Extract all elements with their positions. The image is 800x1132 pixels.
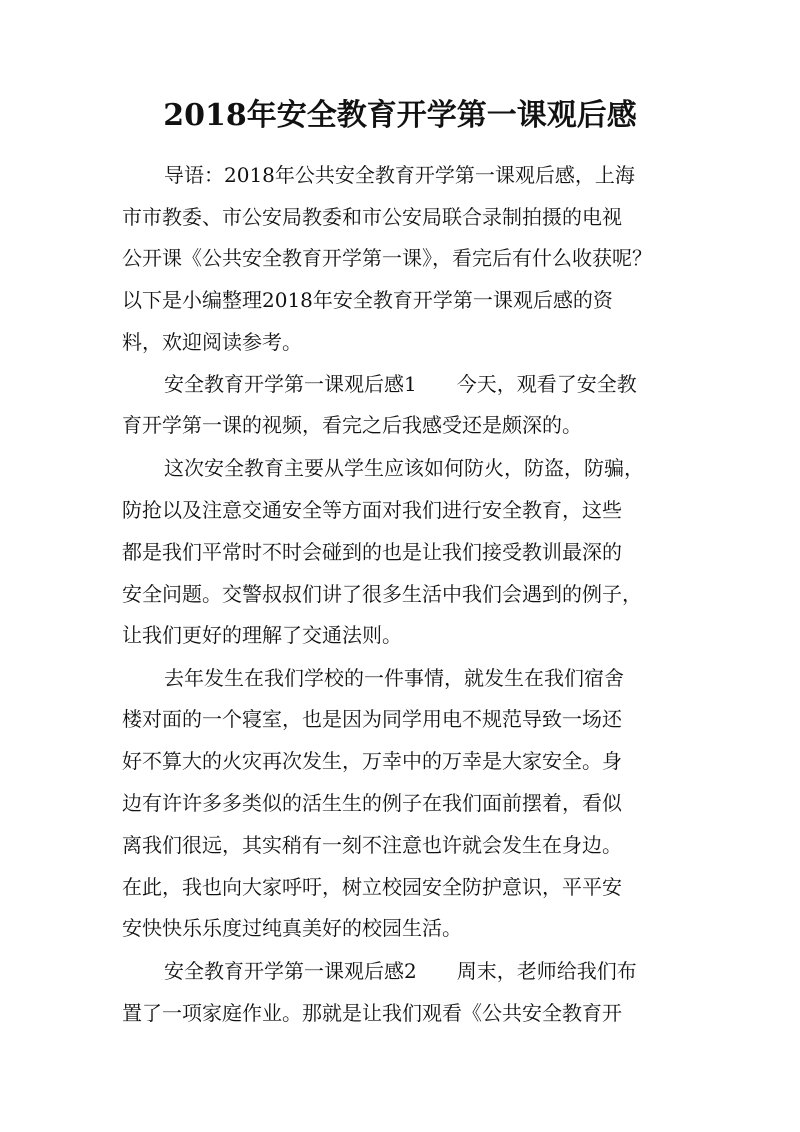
text-line: 离我们很远，其实稍有一刻不注意也许就会发生在身边。 xyxy=(122,833,622,857)
text-line: 安全教育开学第一课观后感2 周末，老师给我们布 xyxy=(164,959,637,983)
text-line: 以下是小编整理2018年安全教育开学第一课观后感的资 xyxy=(122,288,613,312)
text-line: 安快快乐乐度过纯真美好的校园生活。 xyxy=(122,916,462,940)
text-line: 安全教育开学第一课观后感1 今天，观看了安全教 xyxy=(164,372,637,396)
document-title: 2018年安全教育开学第一课观后感 xyxy=(163,98,637,133)
text-line: 都是我们平常时不时会碰到的也是让我们接受教训最深的 xyxy=(122,540,622,564)
text-line: 楼对面的一个寝室，也是因为同学用电不规范导致一场还 xyxy=(122,707,622,731)
text-line: 育开学第一课的视频，看完之后我感受还是颇深的。 xyxy=(122,413,582,437)
text-line: 去年发生在我们学校的一件事情，就发生在我们宿舍 xyxy=(164,666,624,690)
text-line: 这次安全教育主要从学生应该如何防火，防盗，防骗， xyxy=(164,456,644,480)
text-line: 让我们更好的理解了交通法则。 xyxy=(122,623,402,647)
text-line: 安全问题。交警叔叔们讲了很多生活中我们会遇到的例子， xyxy=(122,582,642,606)
text-line: 防抢以及注意交通安全等方面对我们进行安全教育，这些 xyxy=(122,498,622,522)
text-line: 公开课《公共安全教育开学第一课》，看完后有什么收获呢？ xyxy=(122,246,652,270)
text-line: 置了一项家庭作业。那就是让我们观看《公共安全教育开 xyxy=(122,1001,622,1025)
text-line: 边有许许多多类似的活生生的例子在我们面前摆着，看似 xyxy=(122,791,622,815)
text-line: 在此，我也向大家呼吁，树立校园安全防护意识，平平安 xyxy=(122,875,622,899)
text-line: 好不算大的火灾再次发生，万幸中的万幸是大家安全。身 xyxy=(122,749,622,773)
text-line: 导语：2018年公共安全教育开学第一课观后感，上海 xyxy=(164,163,635,187)
text-line: 料，欢迎阅读参考。 xyxy=(122,330,302,354)
text-line: 市市教委、市公安局教委和市公安局联合录制拍摄的电视 xyxy=(122,205,622,229)
